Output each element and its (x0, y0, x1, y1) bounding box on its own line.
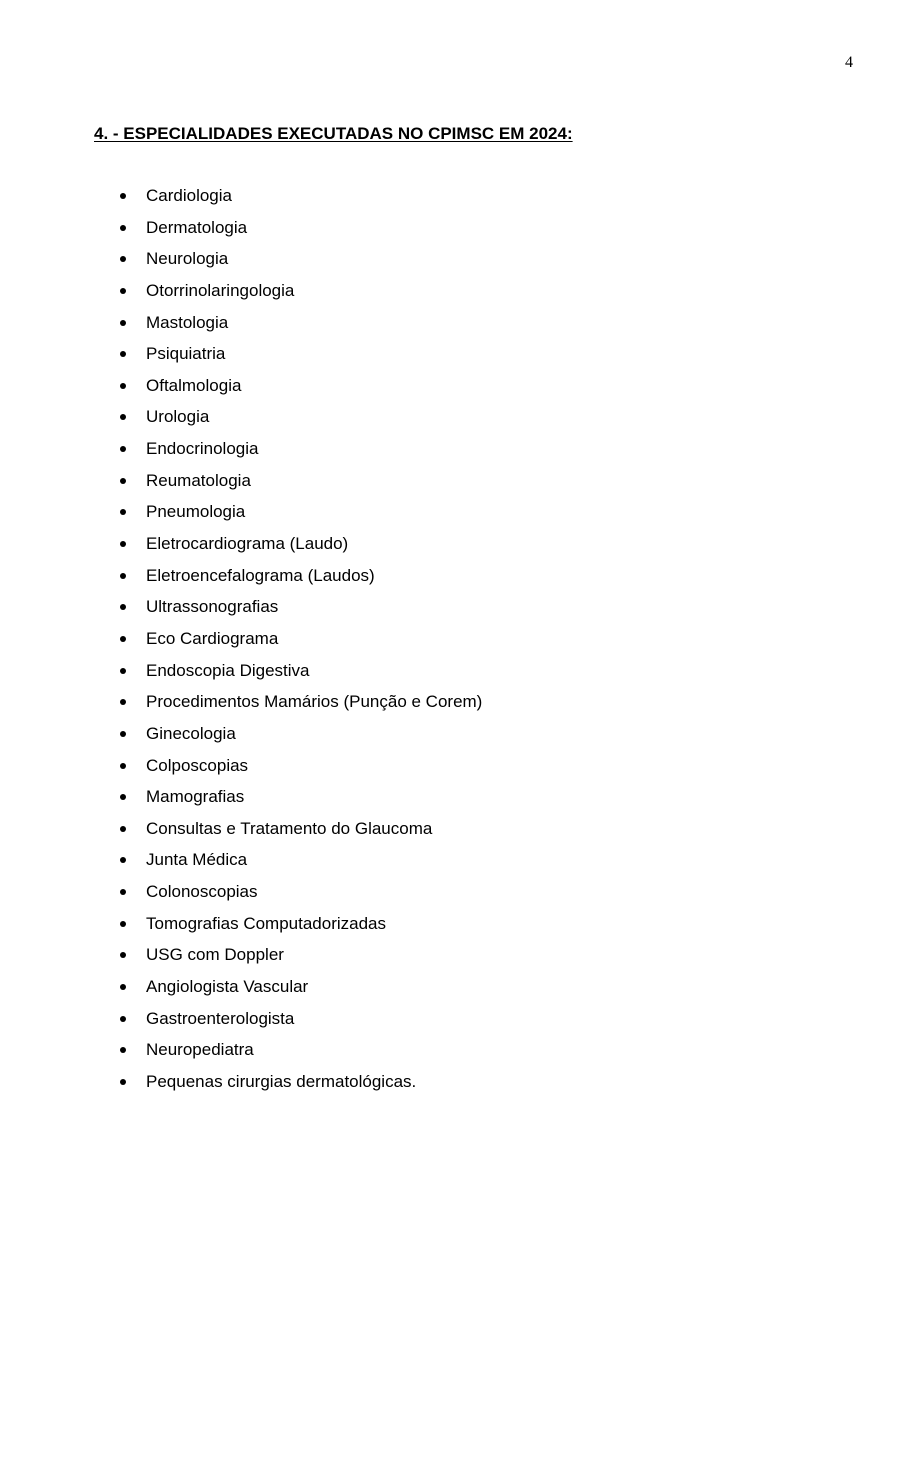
bullet-icon (120, 731, 126, 737)
specialty-label: Junta Médica (146, 850, 248, 870)
specialty-label: Endoscopia Digestiva (146, 660, 310, 680)
bullet-icon (120, 288, 126, 294)
specialty-label: Angiologista Vascular (146, 977, 309, 997)
bullet-icon (120, 1016, 126, 1022)
bullet-icon (120, 1047, 126, 1053)
bullet-icon (120, 414, 126, 420)
specialty-label: Dermatologia (146, 217, 248, 237)
bullet-icon (120, 857, 126, 863)
bullet-icon (120, 763, 126, 769)
bullet-icon (120, 225, 126, 231)
bullet-icon (120, 668, 126, 674)
specialty-label: Endocrinologia (146, 439, 259, 459)
specialty-label: Otorrinolaringologia (146, 280, 295, 300)
specialty-label: Colposcopias (146, 755, 249, 775)
bullet-icon (120, 952, 126, 958)
page-number: 4 (845, 54, 853, 71)
specialty-label: Cardiologia (146, 186, 232, 205)
specialty-label: Colonoscopias (146, 882, 258, 902)
specialty-label: Pneumologia (146, 502, 246, 522)
specialty-label: Ultrassonografias (146, 597, 279, 617)
bullet-icon (120, 446, 126, 452)
bullet-icon (120, 826, 126, 832)
bullet-icon (120, 383, 126, 389)
bullet-icon (120, 794, 126, 800)
bullet-icon (120, 320, 126, 326)
specialty-label: Eletroencefalograma (Laudos) (146, 565, 375, 585)
bullet-icon (120, 636, 126, 642)
specialty-label: Mamografias (146, 787, 245, 807)
bullet-icon (120, 921, 126, 927)
bullet-icon (120, 541, 126, 547)
bullet-icon (120, 478, 126, 484)
specialty-label: Neuropediatra (146, 1040, 254, 1060)
specialty-label: Procedimentos Mamários (Punção e Corem) (146, 692, 483, 712)
bullet-icon (120, 193, 126, 199)
specialty-label: USG com Doppler (146, 945, 284, 965)
specialty-label: Tomografias Computadorizadas (146, 913, 387, 933)
bullet-icon (120, 604, 126, 610)
bullet-icon (120, 573, 126, 579)
bullet-icon (120, 699, 126, 705)
specialty-label: Urologia (146, 407, 210, 427)
specialty-label: Pequenas cirurgias dermatológicas. (146, 1071, 417, 1091)
bullet-icon (120, 984, 126, 990)
specialty-label: Ginecologia (146, 723, 236, 743)
specialty-label: Mastologia (146, 312, 229, 332)
bullet-icon (120, 351, 126, 357)
bullet-icon (120, 1079, 126, 1085)
specialty-label: Consultas e Tratamento do Glaucoma (146, 818, 433, 838)
specialty-label: Gastroenterologista (146, 1008, 295, 1028)
bullet-icon (120, 889, 126, 895)
specialty-label: Psiquiatria (146, 344, 226, 364)
specialty-label: Eletrocardiograma (Laudo) (146, 534, 349, 554)
section-heading: 4. - ESPECIALIDADES EXECUTADAS NO CPIMSC EM 2024: (94, 124, 573, 143)
specialty-label: Eco Cardiograma (146, 628, 279, 648)
bullet-icon (120, 256, 126, 262)
specialty-label: Oftalmologia (146, 375, 242, 395)
specialty-label: Reumatologia (146, 470, 251, 490)
bullet-icon (120, 509, 126, 515)
specialty-label: Neurologia (146, 249, 229, 269)
